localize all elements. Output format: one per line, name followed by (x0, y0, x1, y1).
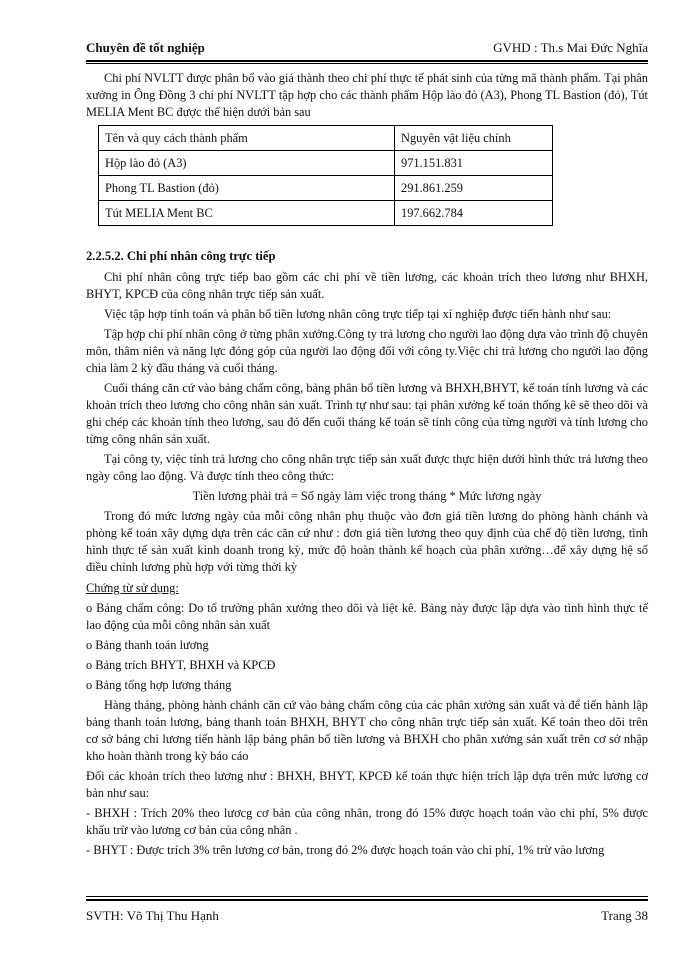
paragraph: Tại công ty, việc tính trả lương cho công nhân trực tiếp sản xuất được thực hiện dưới hình thức trả lương theo ngày công lao động. Và được tính theo công thức: (86, 452, 648, 483)
table-cell: Phong TL Bastion (đỏ) (99, 176, 395, 201)
list-item: o Bảng tổng hợp lương tháng (86, 678, 232, 692)
table-header-row (99, 126, 553, 151)
header-title: Chuyên đề tốt nghiệp (86, 40, 205, 55)
list-item: - BHYT : Được trích 3% trên lương cơ bản, trong đó 2% được hoạch toán vào chi phí, 1% trừ vào lương (86, 843, 605, 857)
table-cell: 291.861.259 (395, 176, 553, 201)
paragraph: Đối các khoản trích theo lương như : BHXH, BHYT, KPCĐ kế toán thực hiện trích lập dựa trên mức lương cơ bản như sau: (86, 769, 648, 800)
list-item: o Bảng thanh toán lương (86, 638, 209, 652)
intro-paragraph: Chi phí NVLTT được phân bổ vào giá thành theo chi phí thực tế phát sinh của từng mã thành phẩm. Tại phân xưởng in Ông Đồng 3 chi phí NVLTT tập hợp cho các thành phẩm Hộp lào đỏ (A3), Phong TL Bastion (đỏ), Tút MELIA Ment BC được thể hiện dưới bản sau (86, 71, 648, 119)
materials-table (98, 125, 553, 226)
paragraph: Hàng tháng, phòng hành chánh căn cứ vào bảng chấm công của các phân xưởng sản xuất và để tiến hành lập bảng thanh toán lương, bảng thanh toán BHXH, BHYT cho công nhân trực tiếp sản xuất. Kế toán theo dõi trên cơ sở bảng chi lương tiến hành lập bảng phân bổ tiền lương và BHXH cho phân xưởng sản xuất trên cơ sở nhập kho hoàn thành trong kỳ báo cáo (86, 698, 648, 763)
paragraph: Cuối tháng căn cứ vào bảng chấm công, bảng phân bổ tiền lương và BHXH,BHYT, kế toán tính lương và các khoản trích theo lương cho công nhân sản xuất. Trình tự như sau: tại phân xưởng kế toán thống kê sẽ theo dõi và ghi chép các khoản tính theo lương, sau đó đến cuối tháng kế toán sẽ tính công của từng người và tính lương cho từng công nhân sản xuất. (86, 381, 648, 446)
table-cell: 971.151.831 (395, 151, 553, 176)
documents-heading: Chứng từ sử dụng: (86, 581, 179, 595)
footer-student: SVTH: Võ Thị Thu Hạnh (86, 908, 219, 923)
list-item: o Bảng chấm công: Do tổ trưởng phân xưởng theo dõi và liệt kê. Bảng này được lập dựa vào tình hình thực tế lao động của mỗi công nhân sản xuất (86, 601, 648, 632)
header-advisor: GVHD : Th.s Mai Đức Nghĩa (493, 40, 648, 55)
header-rule-thick (86, 60, 648, 62)
paragraph: Việc tập hợp tính toán và phân bổ tiền lương nhân công trực tiếp tại xí nghiệp được tiến hành như sau: (104, 307, 612, 321)
list-item: o Bảng trích BHYT, BHXH và KPCĐ (86, 658, 276, 672)
section-title: 2.2.5.2. Chi phí nhân công trực tiếp (86, 249, 276, 263)
table-header-cell: Tên và quy cách thành phẩm (99, 126, 395, 151)
footer-rule-thin (86, 896, 648, 897)
header-rule-thin (86, 63, 648, 64)
footer-rule-thick (86, 899, 648, 901)
table-cell: Hộp lào đỏ (A3) (99, 151, 395, 176)
salary-formula: Tiền lương phải trả = Số ngày làm việc trong tháng * Mức lương ngày (192, 489, 542, 503)
table-cell: Tút MELIA Ment BC (99, 201, 395, 226)
table-row (99, 176, 553, 201)
paragraph: Chi phí nhân công trực tiếp bao gồm các chi phí về tiền lương, các khoản trích theo lương như BHXH, BHYT, KPCĐ của công nhân trực tiếp sản xuất. (86, 270, 648, 301)
list-item: - BHXH : Trích 20% theo lươcg cơ bản của công nhân, trong đó 15% được hoạch toán vào chi phí, 5% được khấu trừ vào lương cơ bản của công nhân . (86, 806, 648, 837)
paragraph: Trong đó mức lương ngày của mỗi công nhân phụ thuộc vào đơn giá tiền lương do phòng hành chánh và phòng kế toán xây dựng dựa trên các căn cứ như : đơn giá tiền lương theo quy định của chế độ tiền lương, tình hình thực tế sản xuất kinh doanh trong kỳ, mức độ hoàn thành kế hoạch của phân xưởng…để xây dựng hệ số điều chỉnh lương phù hợp với từng thời kỳ (86, 509, 648, 574)
table-header-cell: Nguyên vật liệu chính (395, 126, 553, 151)
page-number: Trang 38 (601, 908, 648, 923)
page-body (86, 70, 648, 862)
table-cell: 197.662.784 (395, 201, 553, 226)
page-header (86, 40, 648, 58)
table-row (99, 201, 553, 226)
paragraph: Tập hợp chi phí nhân công ở từng phân xưởng.Công ty trả lương cho người lao động dựa vào trình độ chuyên môn, thâm niên và năng lực đóng góp của người lao động đối với công ty.Việc chi trả lương cho người lao động chia làm 2 kỳ đầu tháng và cuối tháng. (86, 327, 648, 375)
table-row (99, 151, 553, 176)
